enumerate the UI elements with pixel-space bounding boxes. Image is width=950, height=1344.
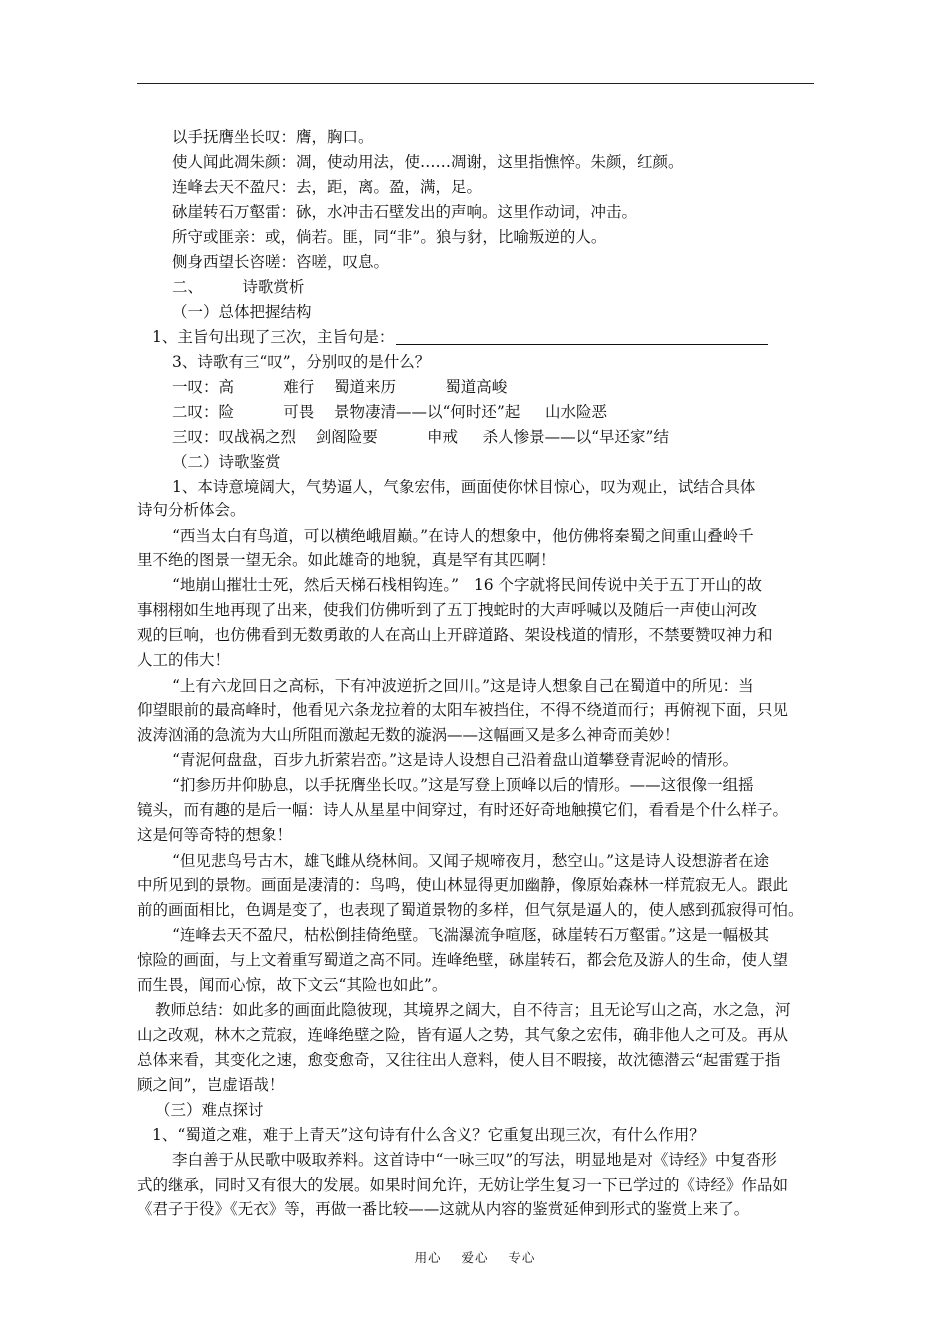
page-footer: 用心 爱心 专心 (414, 1250, 536, 1265)
body-line: “扪参历井仰胁息，以手抚膺坐长叹。”这是写登上顶峰以后的情形。——这很像一组摇 (172, 776, 754, 794)
section-heading: 二、 诗歌赏析 (172, 278, 305, 296)
sigh-line: 二叹：险 可畏 景物凄清——以“何时还”起 山水险恶 (172, 403, 607, 421)
body-line: 教师总结：如此多的画面此隐彼现，其境界之阔大，自不待言；且无论写山之高，水之急，河 (155, 1001, 791, 1019)
body-line: “西当太白有鸟道，可以横绝峨眉巅。”在诗人的想象中，他仿佛将秦蜀之间重山叠岭千 (172, 527, 754, 545)
body-line: “青泥何盘盘，百步九折萦岩峦。”这是诗人设想自己沿着盘山道攀登青泥岭的情形。 (172, 751, 739, 769)
note-line: 以手抚膺坐长叹：膺，胸口。 (172, 128, 374, 146)
body-line: 这是何等奇特的想象！ (137, 826, 293, 844)
subsection-heading: （一）总体把握结构 (172, 303, 312, 321)
body-line: 1、本诗意境阔大，气势逼人，气象宏伟，画面使你怵目惊心，叹为观止，试结合具体 (172, 478, 756, 496)
body-line: 观的巨响，也仿佛看到无数勇敢的人在高山上开辟道路、架设栈道的情形，不禁要赞叹神力和 (137, 626, 773, 644)
body-line: “地崩山摧壮士死，然后天梯石栈相钩连。” 16 个字就将民间传说中关于五丁开山的故 (172, 576, 763, 594)
header-rule (137, 83, 814, 84)
question-text: 1、主旨句出现了三次，主旨句是： (152, 328, 395, 346)
body-line: “上有六龙回日之高标，下有冲波逆折之回川。”这是诗人想象自己在蜀道中的所见：当 (172, 677, 754, 695)
sigh-line: 三叹：叹战祸之烈 剑阁险要 申戒 杀人惨景——以“早还家”结 (172, 428, 669, 446)
body-line: 总体来看，其变化之速，愈变愈奇，又往往出人意料，使人目不暇接，故沈德潜云“起雷霆于指 (137, 1051, 781, 1069)
note-line: 连峰去天不盈尺：去，距，离。盈，满，足。 (172, 178, 483, 196)
subsection-heading: （三）难点探讨 (155, 1101, 264, 1119)
note-line: 砅崖转石万壑雷：砅，水冲击石壁发出的声响。这里作动词，冲击。 (172, 203, 638, 221)
body-line: 式的继承，同时又有很大的发展。如果时间允许，无妨让学生复习一下已学过的《诗经》作品如 (137, 1176, 789, 1194)
body-line: 山之改观，林木之荒寂，连峰绝壁之险，皆有逼人之势，其气象之宏伟，确非他人之可及。再从 (137, 1026, 789, 1044)
body-line: 前的画面相比，色调是变了，也表现了蜀道景物的多样，但气氛是逼人的，使人感到孤寂得可怕。 (137, 901, 804, 919)
body-line: “但见悲鸟号古木，雄飞雌从绕林间。又闻子规啼夜月，愁空山。”这是诗人设想游者在途 (172, 852, 770, 870)
body-line: 波涛汹涌的急流为大山所阻而激起无数的漩涡——这幅画又是多么神奇而美妙！ (137, 726, 680, 744)
question-3: 3、诗歌有三“叹”，分别叹的是什么？ (172, 353, 431, 371)
body-line: “连峰去天不盈尺，枯松倒挂倚绝壁。飞湍瀑流争喧豗，砯崖转石万壑雷。”这是一幅极其 (172, 926, 770, 944)
question-1 (152, 327, 768, 347)
note-line: 所守或匪亲：或，倘若。匪，同“非”。狼与豺，比喻叛逆的人。 (172, 228, 607, 246)
body-line: 顾之间”，岂虚语哉！ (137, 1076, 285, 1094)
body-line: 人工的伟大！ (137, 651, 231, 669)
body-line: 中所见到的景物。画面是凄清的：鸟鸣，使山林显得更加幽静，像原始森林一样荒寂无人。跟此 (137, 876, 789, 894)
body-line: 诗句分析体会。 (137, 501, 246, 519)
body-line: 1、“蜀道之难，难于上青天”这句诗有什么含义？它重复出现三次，有什么作用？ (152, 1126, 705, 1144)
answer-blank (396, 344, 768, 345)
body-line: 《君子于役》《无衣》等，再做一番比较——这就从内容的鉴赏延伸到形式的鉴赏上来了。 (137, 1200, 750, 1218)
body-line: 事栩栩如生地再现了出来，使我们仿佛听到了五丁拽蛇时的大声呼喊以及随后一声使山河改 (137, 601, 758, 619)
body-line: 里不绝的图景一望无余。如此雄奇的地貌，真是罕有其匹啊！ (137, 551, 556, 569)
subsection-heading: （二）诗歌鉴赏 (172, 453, 281, 471)
note-line: 使人闻此凋朱颜：凋，使动用法，使……凋谢，这里指憔悴。朱颜，红颜。 (172, 153, 684, 171)
body-line: 而生畏，闻而心惊，故下文云“其险也如此”。 (137, 976, 448, 994)
body-line: 镜头，而有趣的是后一幅：诗人从星星中间穿过，有时还好奇地触摸它们，看看是个什么样子。 (137, 801, 789, 819)
body-line: 仰望眼前的最高峰时，他看见六条龙拉着的太阳车被挡住，不得不绕道而行；再俯视下面，只见 (137, 701, 789, 719)
body-line: 李白善于从民歌中吸取养料。这首诗中“一咏三叹”的写法，明显地是对《诗经》中复沓形 (172, 1151, 777, 1169)
sigh-line: 一叹：高 难行 蜀道来历 蜀道高峻 (172, 378, 508, 396)
body-line: 惊险的画面，与上文着重写蜀道之高不同。连峰绝壁，砯崖转石，都会危及游人的生命，使人望 (137, 951, 789, 969)
note-line: 侧身西望长咨嗟：咨嗟，叹息。 (172, 253, 390, 271)
